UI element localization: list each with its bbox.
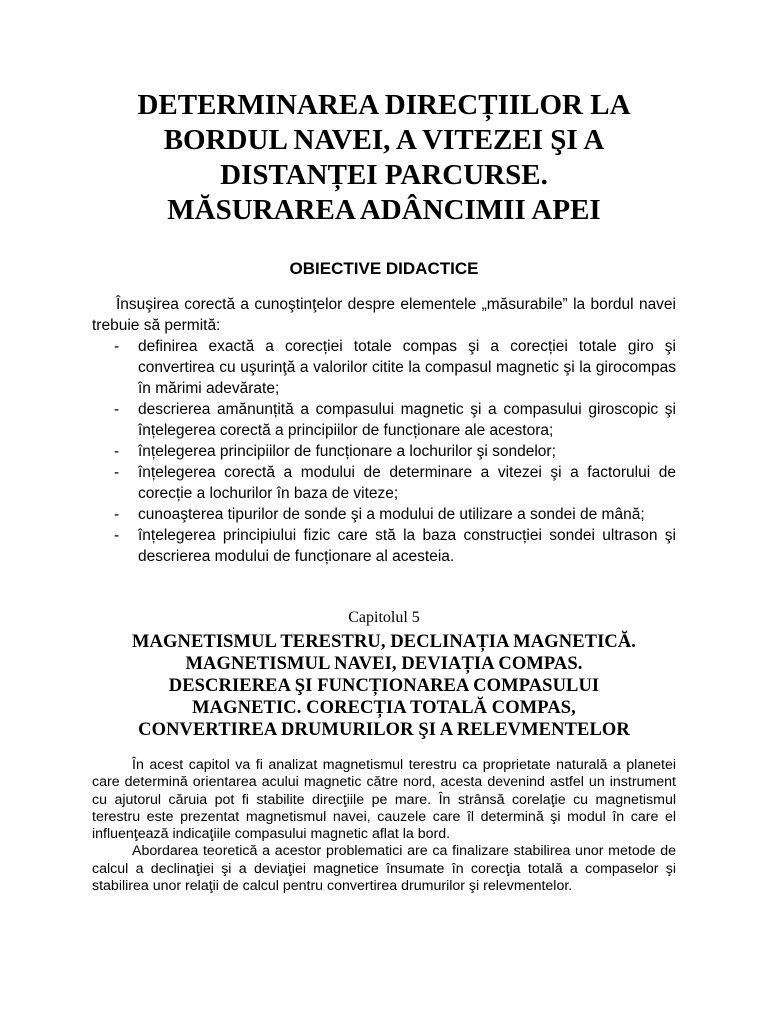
document-page <box>92 88 676 895</box>
document-title <box>92 88 676 228</box>
list-item-text: definirea exactă a corecției totale compas şi a corecției totale giro şi convertirea cu uşurinţă a valorilor citite la compasul magnetic şi la girocompas în mărimi adevărate; <box>138 338 676 397</box>
list-dash: - <box>114 401 120 418</box>
chapter-title-line: CONVERTIREA DRUMURILOR ŞI A RELEVMENTELOR <box>138 720 630 740</box>
list-item-text: cunoaşterea tipurilor de sonde şi a modului de utilizare a sondei de mână; <box>138 506 645 523</box>
list-item <box>92 441 676 462</box>
chapter-label: Capitolul 5 <box>348 609 420 626</box>
title-line: MĂSURAREA ADÂNCIMII APEI <box>167 194 601 226</box>
chapter-title <box>92 631 676 741</box>
list-item-text: înțelegerea corectă a modului de determinare a vitezei şi a factorului de corecție a lochurilor în baza de viteze; <box>138 464 676 502</box>
list-dash: - <box>114 506 120 523</box>
list-item <box>92 462 676 504</box>
list-item <box>92 525 676 567</box>
list-item-text: înțelegerea principiului fizic care stă la baza construcției sondei ultrason şi descrierea modului de funcționare al acesteia. <box>138 527 676 565</box>
title-line: BORDUL NAVEI, A VITEZEI ŞI A <box>163 124 605 156</box>
chapter-title-line: MAGNETISMUL TERESTRU, DECLINAȚIA MAGNETICĂ. <box>131 632 637 652</box>
chapter-paragraph: Abordarea teoretică a acestor problematici are ca finalizare stabilirea unor metode de calcul a declinaţiei şi a deviaţiei magnetice însumate în corecţia totală a compaselor şi stabilirea unor relaţii de calcul pentru convertirea drumurilor şi relevmentelor. <box>92 843 676 895</box>
chapter-paragraph: În acest capitol va fi analizat magnetismul terestru ca proprietate naturală a planetei care determină orientarea acului magnetic către nord, acesta devenind astfel un instrument cu ajutorul căruia pot fi stabilite direcţiile pe mare. În strânsă corelaţie cu magnetismul terestru este prezentat magnetismul navei, cauzele care îl determină şi modul în care el influenţează indicaţiile compasului magnetic aflat la bord. <box>92 757 676 843</box>
objectives-intro: Însuşirea corectă a cunoştinţelor despre elementele „măsurabile” la bordul navei trebuie să permită: <box>92 296 676 334</box>
list-item <box>92 336 676 399</box>
list-item <box>92 399 676 441</box>
list-dash: - <box>114 443 120 460</box>
objectives-list <box>92 336 676 567</box>
list-dash: - <box>114 527 120 544</box>
objectives-heading: OBIECTIVE DIDACTICE <box>289 259 479 278</box>
title-line: DETERMINAREA DIRECȚIILOR LA <box>137 89 631 121</box>
list-item-text: înțelegerea principiilor de funcționare a lochurilor şi sondelor; <box>138 443 556 460</box>
chapter-title-line: DESCRIEREA ŞI FUNCȚIONAREA COMPASULUI <box>168 676 600 696</box>
chapter-title-line: MAGNETISMUL NAVEI, DEVIAȚIA COMPAS. <box>185 654 583 674</box>
title-line: DISTANȚEI PARCURSE. <box>220 159 548 191</box>
list-dash: - <box>114 464 120 481</box>
chapter-title-line: MAGNETIC. CORECȚIA TOTALĂ COMPAS, <box>192 698 576 718</box>
list-item-text: descrierea amănunțită a compasului magnetic şi a compasului giroscopic şi înțelegerea corectă a principiilor de funcționare ale acestora; <box>138 401 676 439</box>
list-dash: - <box>114 338 120 355</box>
list-item <box>92 504 676 525</box>
